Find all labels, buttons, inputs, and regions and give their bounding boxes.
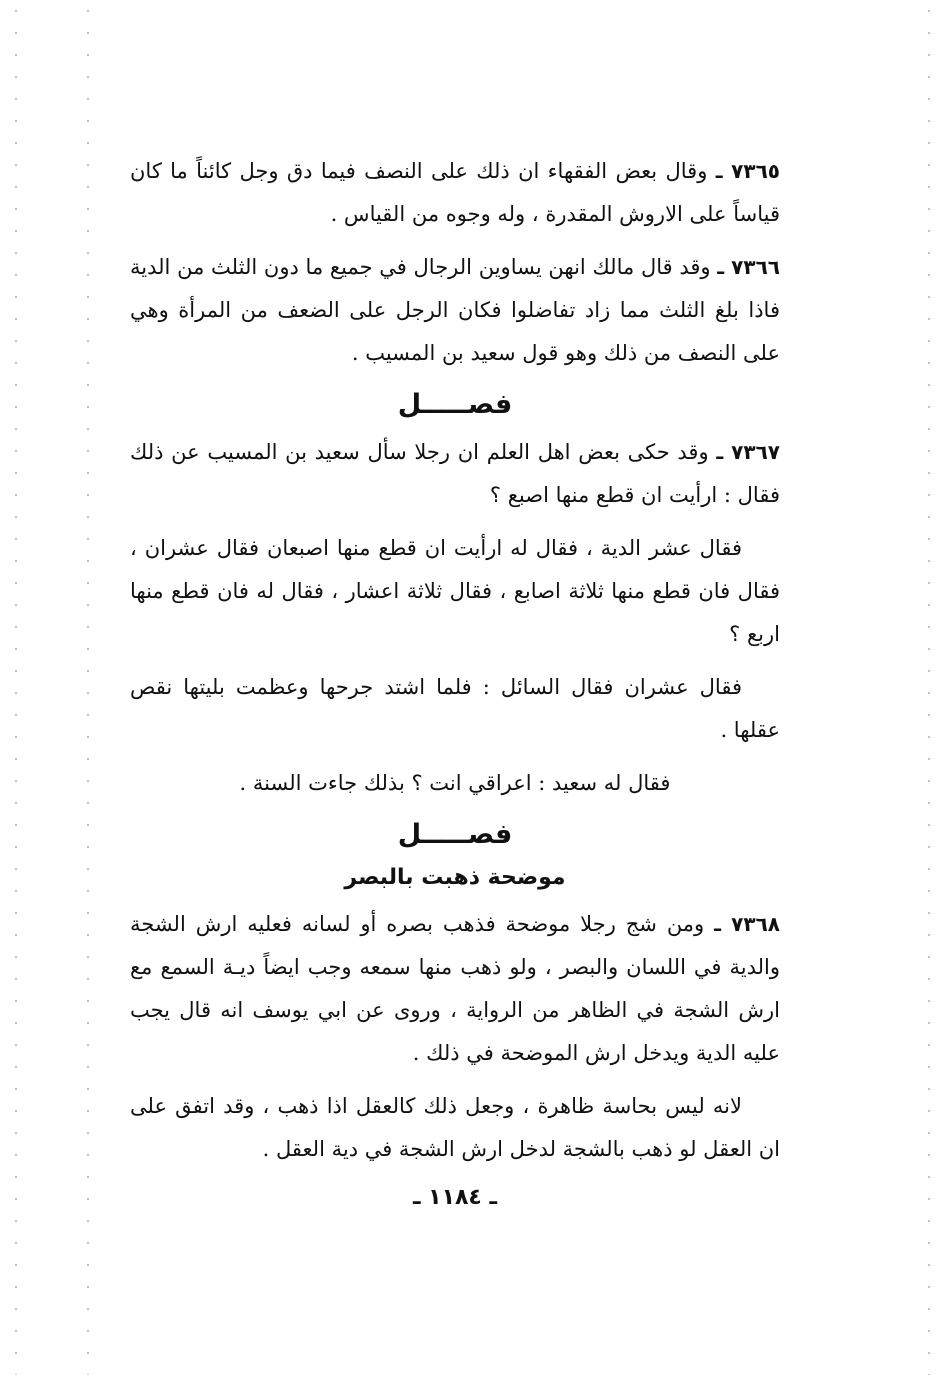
paragraph-number: ٧٣٦٧ ـ: [716, 440, 780, 464]
paragraph-7365: [130, 150, 780, 236]
dialog-paragraph-3: فقال له سعيد : اعراقي انت ؟ بذلك جاءت السنة .: [239, 771, 671, 795]
section-heading-1: فصـــــل: [397, 389, 513, 420]
section-subheading-2: موضحة ذهبت بالبصر: [344, 865, 566, 890]
paragraph-7366: [130, 246, 780, 375]
scan-dotted-guide-right: [927, 0, 931, 1375]
paragraph-text: وقد قال مالك انهن يساوين الرجال في جميع ما دون الثلث من الدية فاذا بلغ الثلث مما زاد تفاضلوا فكان الرجل على الضعف من المرأة وهي على النصف من ذلك وهو قول سعيد بن المسيب .: [130, 255, 780, 365]
section-heading-2: فصـــــل: [397, 819, 513, 850]
dialog-paragraph-1: فقال عشر الدية ، فقال له ارأيت ان قطع منها اصبعان فقال عشران ، فقال فان قطع منها ثلاثة اصابع ، فقال ثلاثة اعشار ، فقال له فان قطع منها اربع ؟: [130, 536, 780, 646]
closing-paragraph: لانه ليس بحاسة ظاهرة ، وجعل ذلك كالعقل اذا ذهب ، وقد اتفق على ان العقل لو ذهب بالشجة لدخل ارش الشجة في دية العقل .: [130, 1094, 780, 1161]
paragraph-number: ٧٣٦٨ ـ: [714, 912, 780, 936]
paragraph-number: ٧٣٦٦ ـ: [717, 255, 780, 279]
paragraph-text: وقد حكى بعض اهل العلم ان رجلا سأل سعيد بن المسيب عن ذلك فقال : ارأيت ان قطع منها اصبع ؟: [130, 440, 780, 507]
paragraph-number: ٧٣٦٥ ـ: [715, 159, 780, 183]
page-content: [130, 150, 780, 1215]
paragraph-7367: [130, 431, 780, 517]
paragraph-text: وقال بعض الفقهاء ان ذلك على النصف فيما دق وجل كائناً ما كان قياساً على الاروش المقدرة ، وله وجوه من القياس .: [130, 159, 780, 226]
page-number: ـ ١١٨٤ ـ: [412, 1185, 498, 1210]
dialog-paragraph-2: فقال عشران فقال السائل : فلما اشتد جرحها وعظمت بليتها نقص عقلها .: [130, 675, 780, 742]
scan-dotted-guide-left: [14, 0, 18, 1375]
scan-dotted-guide-inner: [86, 0, 90, 1375]
paragraph-text: ومن شج رجلا موضحة فذهب بصره أو لسانه فعليه ارش الشجة والدية في اللسان والبصر ، ولو ذهب منها سمعه وجب ايضاً ديـة السمع مع ارش الشجة في الظاهر من الرواية ، وروى عن ابي يوسف انه قال يجب عليه الدية ويدخل ارش الموضحة في ذلك .: [130, 912, 780, 1065]
paragraph-7368: [130, 903, 780, 1075]
